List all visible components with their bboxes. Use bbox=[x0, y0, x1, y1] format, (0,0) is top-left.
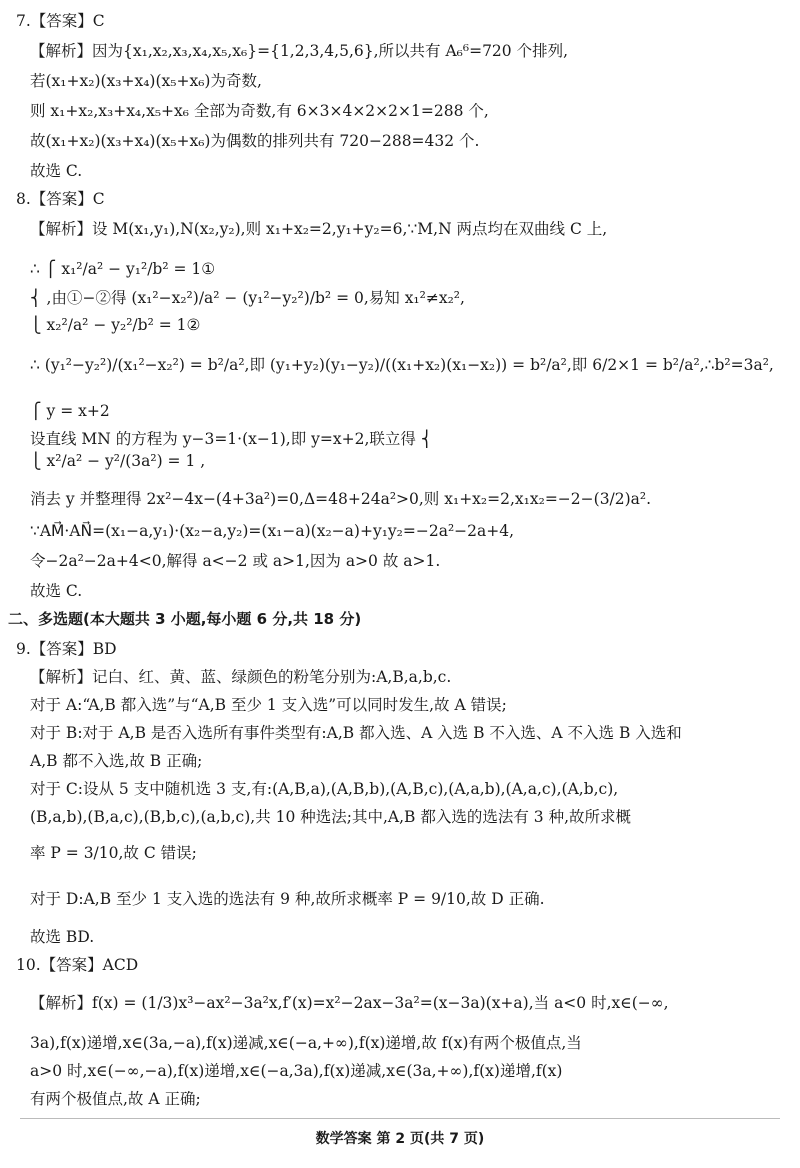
text-line: 有两个极值点,故 A 正确; bbox=[30, 1090, 201, 1108]
section-heading: 二、多选题(本大题共 3 小题,每小题 6 分,共 18 分) bbox=[8, 610, 362, 628]
text-line: 7.【答案】C bbox=[16, 12, 105, 30]
text-line: 8.【答案】C bbox=[16, 190, 105, 208]
text-line: 对于 C:设从 5 支中随机选 3 支,有:(A,B,a),(A,B,b),(A,B,c),(A,a,b),(A,a,c),(A,b,c), bbox=[30, 780, 619, 798]
text-line: 【解析】f(x) = (1/3)x³−ax²−3a²x,f′(x)=x²−2ax−3a²=(x−3a)(x+a),当 a<0 时,x∈(−∞, bbox=[30, 994, 669, 1012]
text-line: 故(x₁+x₂)(x₃+x₄)(x₅+x₆)为偶数的排列共有 720−288=432 个. bbox=[30, 132, 480, 150]
text-line: 对于 B:对于 A,B 是否入选所有事件类型有:A,B 都入选、A 入选 B 不入选、A 不入选 B 入选和 bbox=[30, 724, 682, 742]
text-line: 消去 y 并整理得 2x²−4x−(4+3a²)=0,Δ=48+24a²>0,则 x₁+x₂=2,x₁x₂=−2−(3/2)a². bbox=[30, 490, 652, 508]
text-line: 9.【答案】BD bbox=[16, 640, 117, 658]
text-line: 故选 C. bbox=[30, 162, 83, 180]
text-line: 若(x₁+x₂)(x₃+x₄)(x₅+x₆)为奇数, bbox=[30, 72, 262, 90]
footer-divider bbox=[20, 1118, 780, 1119]
text-line: ⎩ x₂²/a² − y₂²/b² = 1② bbox=[30, 316, 201, 334]
text-line: ∵AM⃗·AN⃗=(x₁−a,y₁)·(x₂−a,y₂)=(x₁−a)(x₂−a)+y₁y₂=−2a²−2a+4, bbox=[30, 522, 515, 540]
text-line: ⎧ y = x+2 bbox=[30, 402, 110, 420]
text-line: 对于 D:A,B 至少 1 支入选的选法有 9 种,故所求概率 P = 9/10,故 D 正确. bbox=[30, 890, 545, 908]
text-line: 故选 C. bbox=[30, 582, 83, 600]
text-line: 设直线 MN 的方程为 y−3=1·(x−1),即 y=x+2,联立得 ⎨ bbox=[30, 430, 433, 448]
text-line: 10.【答案】ACD bbox=[16, 956, 139, 974]
text-line: ∴ (y₁²−y₂²)/(x₁²−x₂²) = b²/a²,即 (y₁+y₂)(y₁−y₂)/((x₁+x₂)(x₁−x₂)) = b²/a²,即 6/2×1 = b²/a²,∴b²=3a², bbox=[30, 356, 774, 374]
text-line: 3a),f(x)递增,x∈(3a,−a),f(x)递减,x∈(−a,+∞),f(x)递增,故 f(x)有两个极值点,当 bbox=[30, 1034, 582, 1052]
text-line: ⎩ x²/a² − y²/(3a²) = 1 , bbox=[30, 452, 206, 470]
text-line: ⎨ ,由①−②得 (x₁²−x₂²)/a² − (y₁²−y₂²)/b² = 0,易知 x₁²≠x₂², bbox=[30, 289, 465, 307]
text-line: 令−2a²−2a+4<0,解得 a<−2 或 a>1,因为 a>0 故 a>1. bbox=[30, 552, 441, 570]
text-line: (B,a,b),(B,a,c),(B,b,c),(a,b,c),共 10 种选法;其中,A,B 都入选的选法有 3 种,故所求概 bbox=[30, 808, 632, 826]
text-line: 【解析】记白、红、黄、蓝、绿颜色的粉笔分别为:A,B,a,b,c. bbox=[30, 668, 452, 686]
text-line: 对于 A:“A,B 都入选”与“A,B 至少 1 支入选”可以同时发生,故 A 错误; bbox=[30, 696, 507, 714]
text-line: A,B 都不入选,故 B 正确; bbox=[30, 752, 203, 770]
page-footer: 数学答案 第 2 页(共 7 页) bbox=[315, 1131, 485, 1147]
text-line: ∴ ⎧ x₁²/a² − y₁²/b² = 1① bbox=[30, 260, 216, 278]
text-line: 率 P = 3/10,故 C 错误; bbox=[30, 844, 197, 862]
text-line: 【解析】因为{x₁,x₂,x₃,x₄,x₅,x₆}={1,2,3,4,5,6},所以共有 A₆⁶=720 个排列, bbox=[30, 42, 569, 60]
text-line: 【解析】设 M(x₁,y₁),N(x₂,y₂),则 x₁+x₂=2,y₁+y₂=6,∵M,N 两点均在双曲线 C 上, bbox=[30, 220, 608, 238]
text-line: a>0 时,x∈(−∞,−a),f(x)递增,x∈(−a,3a),f(x)递减,x∈(3a,+∞),f(x)递增,f(x) bbox=[30, 1062, 563, 1080]
text-line: 故选 BD. bbox=[30, 928, 95, 946]
text-line: 则 x₁+x₂,x₃+x₄,x₅+x₆ 全部为奇数,有 6×3×4×2×2×1=288 个, bbox=[30, 102, 489, 120]
